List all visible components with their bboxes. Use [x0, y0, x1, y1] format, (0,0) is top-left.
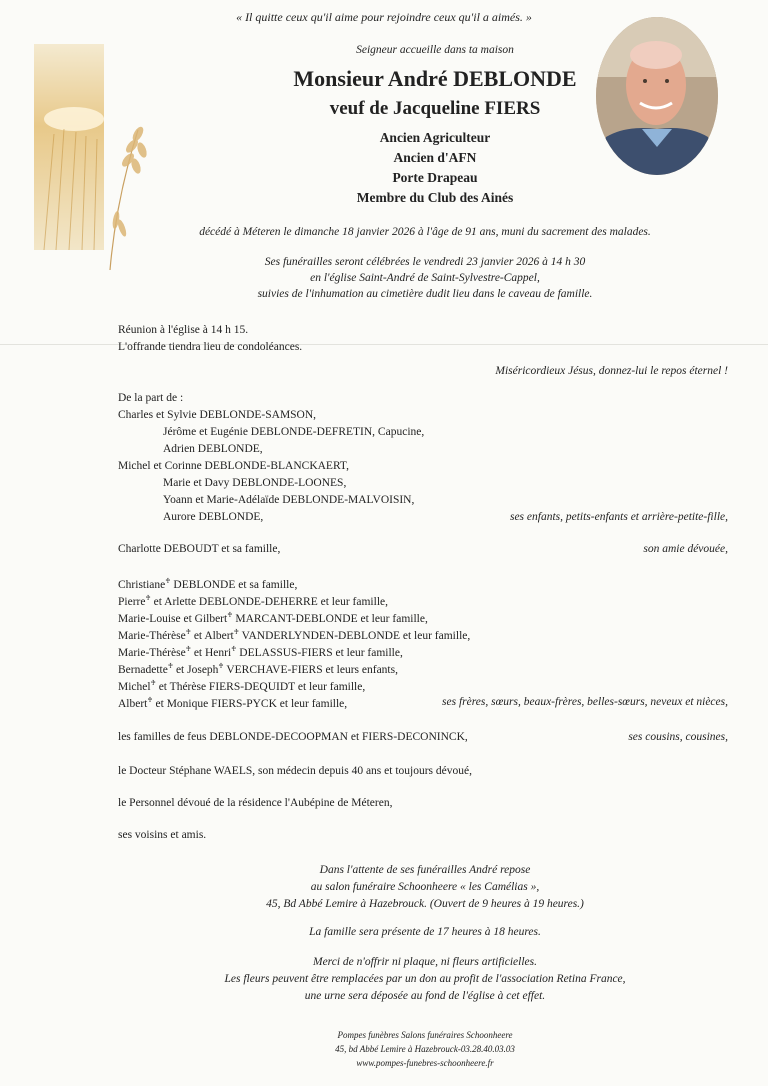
family-member: Aurore DEBLONDE, [163, 511, 264, 523]
seigneur-line: Seigneur accueille dans ta maison [356, 44, 514, 56]
prayer-line: Miséricordieux Jésus, donnez-lui le repos éternel ! [495, 365, 728, 377]
flowers-line: Les fleurs peuvent être remplacées par un don au profit de l'association Retina France, [224, 973, 626, 985]
repose-line: 45, Bd Abbé Lemire à Hazebrouck. (Ouvert de 9 heures à 19 heures.) [266, 898, 584, 910]
funeral-home-address: 45, bd Abbé Lemire à Hazebrouck-03.28.40.03.03 [335, 1044, 515, 1054]
sibling-line: Bernadette♰ et Joseph♰ VERCHAVE-FIERS et leurs enfants, [118, 662, 398, 676]
sibling-line: Marie-Thérèse♰ et Albert♰ VANDERLYNDEN-DEBLONDE et leur famille, [118, 628, 471, 642]
family-member: Marie et Davy DEBLONDE-LOONES, [163, 477, 347, 489]
relation-label: ses enfants, petits-enfants et arrière-petite-fille, [509, 511, 728, 523]
staff-line: le Personnel dévoué de la résidence l'Aubépine de Méteren, [118, 797, 393, 809]
friend-line: Charlotte DEBOUDT et sa famille, [118, 543, 281, 555]
relation-label: ses cousins, cousines, [628, 731, 728, 743]
widower-line: veuf de Jacqueline FIERS [329, 98, 541, 119]
family-member: Adrien DEBLONDE, [163, 443, 263, 455]
presence-line: La famille sera présente de 17 heures à 18 heures. [309, 926, 541, 938]
relation-label: ses frères, sœurs, beaux-frères, belles-sœurs, neveux et nièces, [442, 696, 728, 708]
funeral-home-name: Pompes funèbres Salons funéraires Schoonheere [337, 1030, 513, 1040]
neighbours-line: ses voisins et amis. [118, 829, 207, 841]
wheat-illustration [34, 44, 104, 250]
sibling-line: Albert♰ et Monique FIERS-PYCK et leur famille, [118, 696, 348, 710]
doctor-line: le Docteur Stéphane WAELS, son médecin depuis 40 ans et toujours dévoué, [118, 765, 472, 777]
deceased-name: Monsieur André DEBLONDE [293, 66, 577, 91]
cousins-line: les familles de feus DEBLONDE-DECOOPMAN et FIERS-DECONINCK, [118, 731, 468, 743]
flowers-line: une urne sera déposée au fond de l'église à cet effet. [304, 990, 546, 1002]
family-member: Michel et Corinne DEBLONDE-BLANCKAERT, [118, 460, 349, 472]
sibling-line: Michel♰ et Thérèse FIERS-DEQUIDT et leur famille, [118, 679, 366, 693]
de-la-part-label: De la part de : [118, 392, 184, 404]
title-line: Ancien d'AFN [393, 150, 477, 165]
family-member: Yoann et Marie-Adélaïde DEBLONDE-MALVOISIN, [163, 494, 415, 506]
title-line: Membre du Club des Ainés [356, 190, 514, 205]
offrande-line: L'offrande tiendra lieu de condoléances. [118, 341, 303, 353]
family-member: Jérôme et Eugénie DEBLONDE-DEFRETIN, Capucine, [163, 426, 425, 438]
repose-line: au salon funéraire Schoonheere « les Camélias », [310, 881, 540, 893]
funeral-line: suivies de l'inhumation au cimetière dudit lieu dans le caveau de famille. [257, 288, 593, 300]
death-notice: décédé à Méteren le dimanche 18 janvier 2026 à l'âge de 91 ans, muni du sacrement des malades. [199, 226, 651, 238]
family-member: Charles et Sylvie DEBLONDE-SAMSON, [118, 409, 317, 421]
wheat-ear-icon [102, 110, 152, 270]
sibling-line: Christiane♰ DEBLONDE et sa famille, [118, 577, 298, 591]
reunion-line: Réunion à l'église à 14 h 15. [118, 324, 249, 336]
title-line: Ancien Agriculteur [379, 130, 491, 145]
flowers-line: Merci de n'offrir ni plaque, ni fleurs artificielles. [312, 956, 538, 968]
title-line: Porte Drapeau [392, 170, 478, 185]
funeral-home-website: www.pompes-funebres-schoonheere.fr [356, 1058, 494, 1068]
relation-label: son amie dévouée, [643, 543, 728, 555]
fold-line [0, 344, 768, 345]
funeral-line: Ses funérailles seront célébrées le vendredi 23 janvier 2026 à 14 h 30 [264, 256, 586, 268]
repose-line: Dans l'attente de ses funérailles André repose [319, 864, 531, 876]
sibling-line: Marie-Thérèse♰ et Henri♰ DELASSUS-FIERS et leur famille, [118, 645, 403, 659]
opening-quote: « Il quitte ceux qu'il aime pour rejoindre ceux qu'il a aimés. » [236, 10, 532, 24]
sibling-line: Marie-Louise et Gilbert♰ MARCANT-DEBLONDE et leur famille, [118, 611, 428, 625]
sibling-line: Pierre♰ et Arlette DEBLONDE-DEHERRE et leur famille, [118, 594, 389, 608]
funeral-line: en l'église Saint-André de Saint-Sylvestre-Cappel, [310, 272, 540, 284]
